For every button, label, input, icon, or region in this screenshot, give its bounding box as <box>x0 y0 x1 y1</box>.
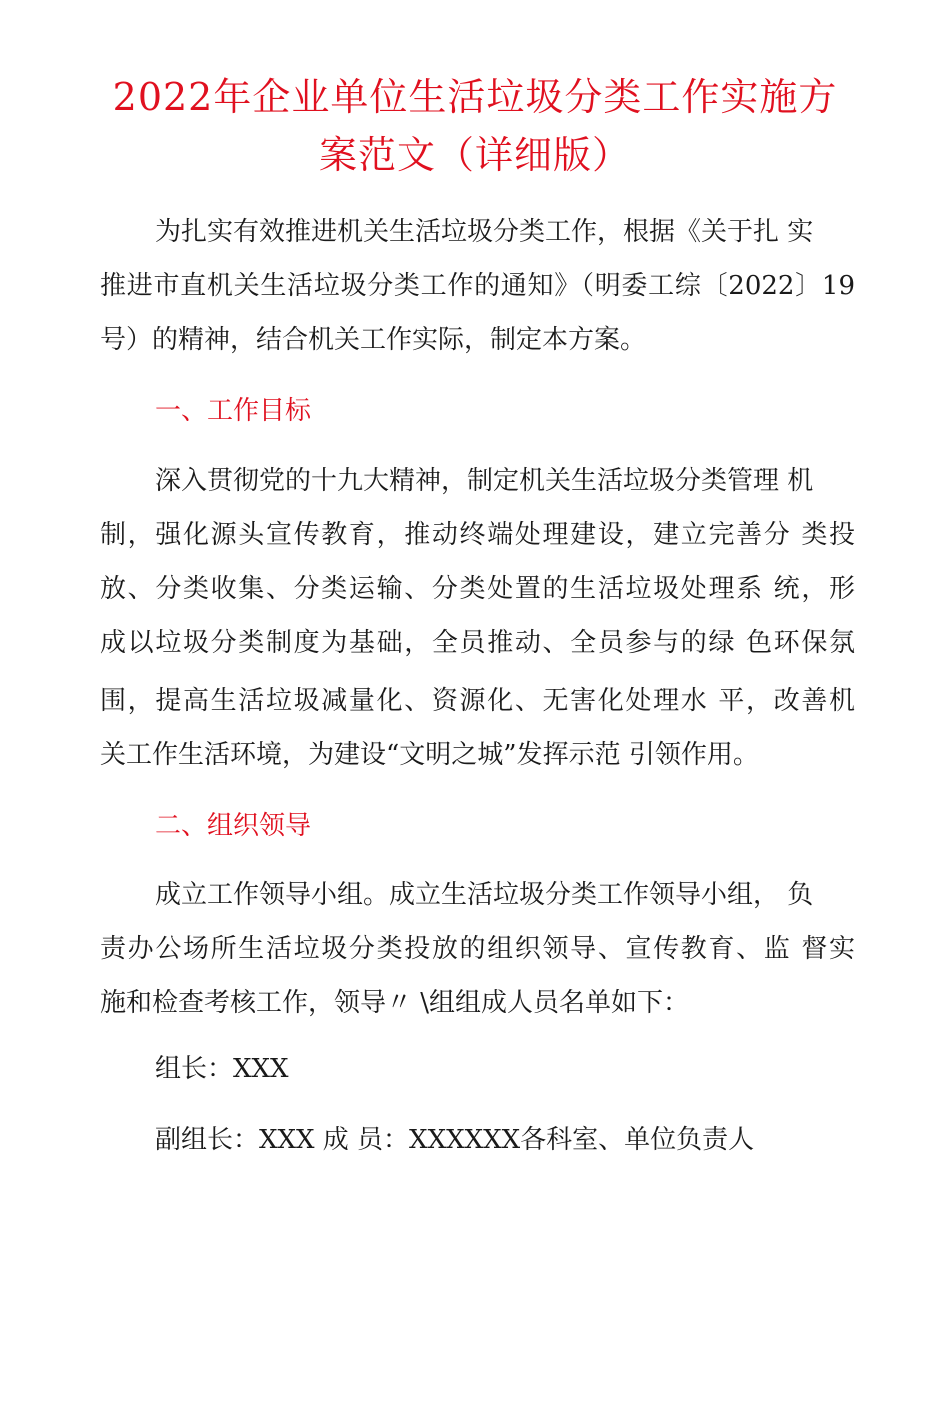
organization-line-2: 责办公场所生活垃圾分类投放的组织领导、宣传教育、监 督实 <box>100 934 855 964</box>
goals-line-5: 围，提高生活垃圾减量化、资源化、无害化处理水 平，改善机 <box>100 686 855 716</box>
organization-line-3: 施和检查考核工作，领导〃 \组组成人员名单如下： <box>100 988 690 1018</box>
goals-line-3: 放、分类收集、分类运输、分类处置的生活垃圾处理系 统，形 <box>100 574 855 604</box>
deputy-members-line: 副组长：XXX 成 员：XXXXXX各科室、单位负责人 <box>155 1125 755 1155</box>
organization-line-1: 成立工作领导小组。成立生活垃圾分类工作领导小组， 负 <box>155 880 814 910</box>
intro-line-2: 推进市直机关生活垃圾分类工作的通知》（明委工综〔2022〕19 <box>100 271 855 301</box>
document-title-line-2: 案范文（详细版） <box>318 133 631 177</box>
goals-line-6: 关工作生活环境，为建设“文明之城”发挥示范 引领作用。 <box>100 740 759 770</box>
document-title-line-1: 2022年企业单位生活垃圾分类工作实施方 <box>112 75 838 119</box>
leader-line: 组长：XXX <box>155 1054 289 1084</box>
goals-line-2: 制，强化源头宣传教育，推动终端处理建设，建立完善分 类投 <box>100 520 855 550</box>
intro-line-1: 为扎实有效推进机关生活垃圾分类工作，根据《关于扎 实 <box>155 217 814 247</box>
goals-line-1: 深入贯彻党的十九大精神，制定机关生活垃圾分类管理 机 <box>155 466 814 496</box>
intro-line-3: 号）的精神，结合机关工作实际，制定本方案。 <box>100 325 647 355</box>
section-heading-organization: 二、组织领导 <box>155 811 312 841</box>
goals-line-4: 成以垃圾分类制度为基础，全员推动、全员参与的绿 色环保氛 <box>100 628 855 658</box>
section-heading-goals: 一、工作目标 <box>155 396 312 426</box>
